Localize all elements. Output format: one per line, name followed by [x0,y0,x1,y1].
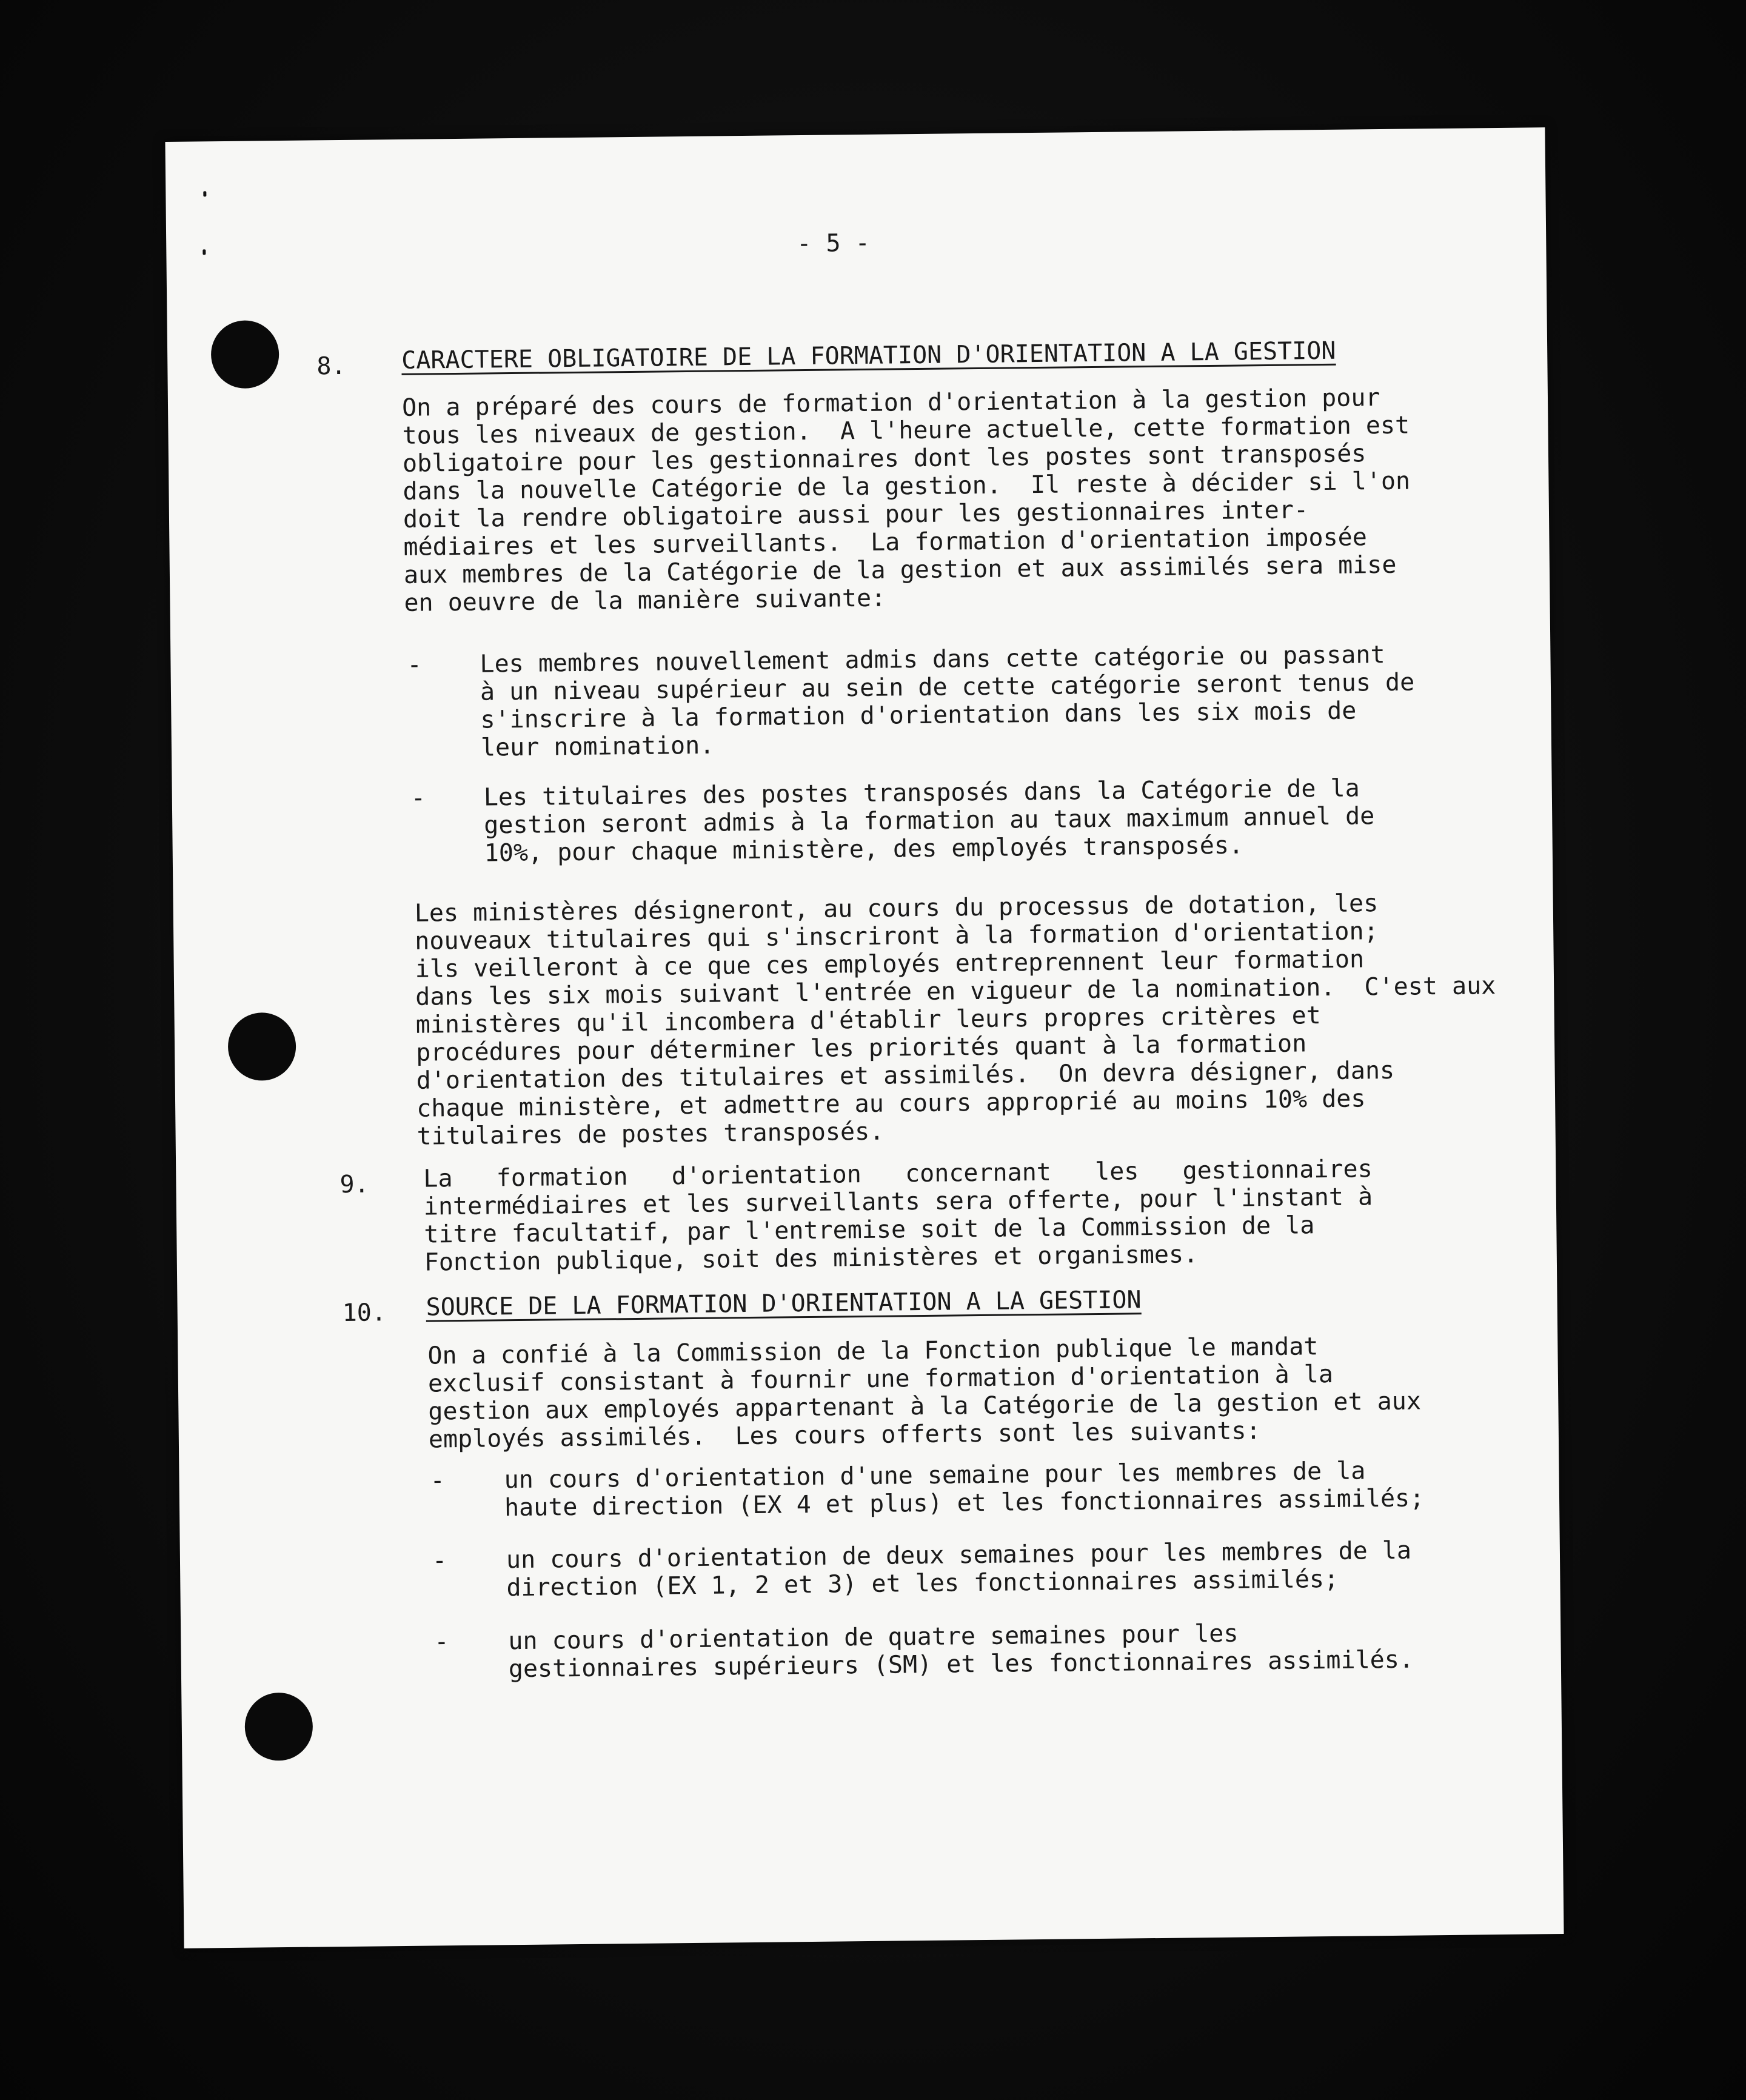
binder-hole-middle [228,1012,296,1081]
paragraph-line: procédures pour déterminer les priorités quant à la formation [415,1029,1307,1067]
section-8-intro [402,384,1411,617]
paragraph-line: ils veilleront à ce que ces employés entreprennent leur formation [415,945,1365,983]
bullet-line: gestion seront admis à la formation au taux maximum annuel de [484,802,1375,840]
bullet-line: 10%, pour chaque ministère, des employés transposés. [484,831,1244,868]
section-10-intro [427,1331,1421,1453]
paragraph-line: ministères qu'il incombera d'établir leurs propres critères et [415,1002,1321,1039]
bullet-item [508,1618,1414,1684]
section-number: 10. [342,1299,387,1328]
bullet-line: Les membres nouvellement admis dans cette catégorie ou passant [480,640,1385,678]
paragraph-line: Les ministères désigneront, au cours du processus de dotation, les [414,889,1379,928]
bullet-dash: - [410,784,426,812]
paragraph-line: intermédiaires et les surveillants sera offerte, pour l'instant à [423,1183,1373,1221]
bullet-line: gestionnaires supérieurs (SM) et les fonctionnaires assimilés. [508,1645,1414,1684]
paragraph-line: titulaires de postes transposés. [416,1117,885,1151]
bullet-dash: - [434,1628,449,1656]
binder-hole-top [211,320,279,389]
paragraph-line: chaque ministère, et admettre au cours approprié au moins 10% des [416,1085,1366,1123]
bullet-line: un cours d'orientation d'une semaine pour les membres de la [504,1457,1366,1494]
bullet-line: un cours d'orientation de quatre semaines pour les [508,1619,1239,1656]
paragraph-line: Fonction publique, soit des ministères et organismes. [424,1240,1199,1277]
document-page [165,127,1564,1948]
paragraph-line: La formation d'orientation concernant les gestionnaires [423,1155,1373,1193]
paragraph-line: médiaires et les surveillants. La formation d'orientation imposée [403,523,1368,561]
section-9-text [423,1155,1373,1276]
paragraph-line: dans la nouvelle Catégorie de la gestion. Il reste à décider si l'on [403,467,1411,506]
page-number: - 5 - [797,229,870,258]
binder-hole-bottom [244,1693,313,1761]
paragraph-line: dans les six mois suivant l'entrée en vigueur de la nomination. C'est aux [415,972,1496,1011]
bullet-item [504,1456,1424,1522]
bullet-line: à un niveau supérieur au sein de cette catégorie seront tenus de [480,668,1415,706]
paragraph-line: On a confié à la Commission de la Fonction publique le mandat [427,1333,1319,1370]
section-8-closing [415,888,1497,1151]
paragraph-line: d'orientation des titulaires et assimilés. On devra désigner, dans [416,1056,1395,1095]
bullet-item [506,1537,1412,1602]
bullet-item [484,774,1375,867]
section-number: 8. [316,352,346,381]
paragraph-line: aux membres de la Catégorie de la gestion et aux assimilés sera mise [403,550,1397,589]
bullet-item [480,640,1415,761]
bullet-line: haute direction (EX 4 et plus) et les fonctionnaires assimilés; [504,1484,1425,1522]
section-heading: SOURCE DE LA FORMATION D'ORIENTATION A LA GESTION [426,1286,1142,1322]
bullet-line: s'inscrire à la formation d'orientation dans les six mois de [480,697,1357,734]
paragraph-line: exclusif consistant à fournir une formation d'orientation à la [427,1360,1334,1398]
paragraph-line: obligatoire pour les gestionnaires dont les postes sont transposés [402,440,1366,478]
paragraph-line: gestion aux employés appartenant à la Catégorie de la gestion et aux [428,1387,1422,1426]
paragraph-line: On a préparé des cours de formation d'orientation à la gestion pour [401,384,1380,422]
paragraph-line: tous les niveaux de gestion. A l'heure actuelle, cette formation est [402,411,1410,450]
paragraph-line: en oeuvre de la manière suivante: [404,584,886,617]
paragraph-line: doit la rendre obligatoire aussi pour les gestionnaires inter- [403,496,1309,533]
bullet-dash: - [430,1466,445,1495]
section-heading: CARACTERE OBLIGATOIRE DE LA FORMATION D'ORIENTATION A LA GESTION [401,336,1336,375]
paragraph-line: employés assimilés. Les cours offerts sont les suivants: [428,1417,1261,1454]
bullet-line: direction (EX 1, 2 et 3) et les fonctionnaires assimilés; [506,1565,1339,1602]
paper-speck [203,191,206,196]
paragraph-line: nouveaux titulaires qui s'inscriront à la formation d'orientation; [415,917,1379,955]
bullet-line: Les titulaires des postes transposés dans la Catégorie de la [483,774,1360,812]
bullet-dash: - [407,650,422,679]
bullet-line: un cours d'orientation de deux semaines pour les membres de la [506,1536,1412,1574]
section-number: 9. [340,1170,369,1199]
paper-speck [202,249,206,255]
paragraph-line: titre facultatif, par l'entremise soit de la Commission de la [424,1211,1315,1249]
bullet-line: leur nomination. [480,731,715,762]
bullet-dash: - [432,1547,447,1575]
